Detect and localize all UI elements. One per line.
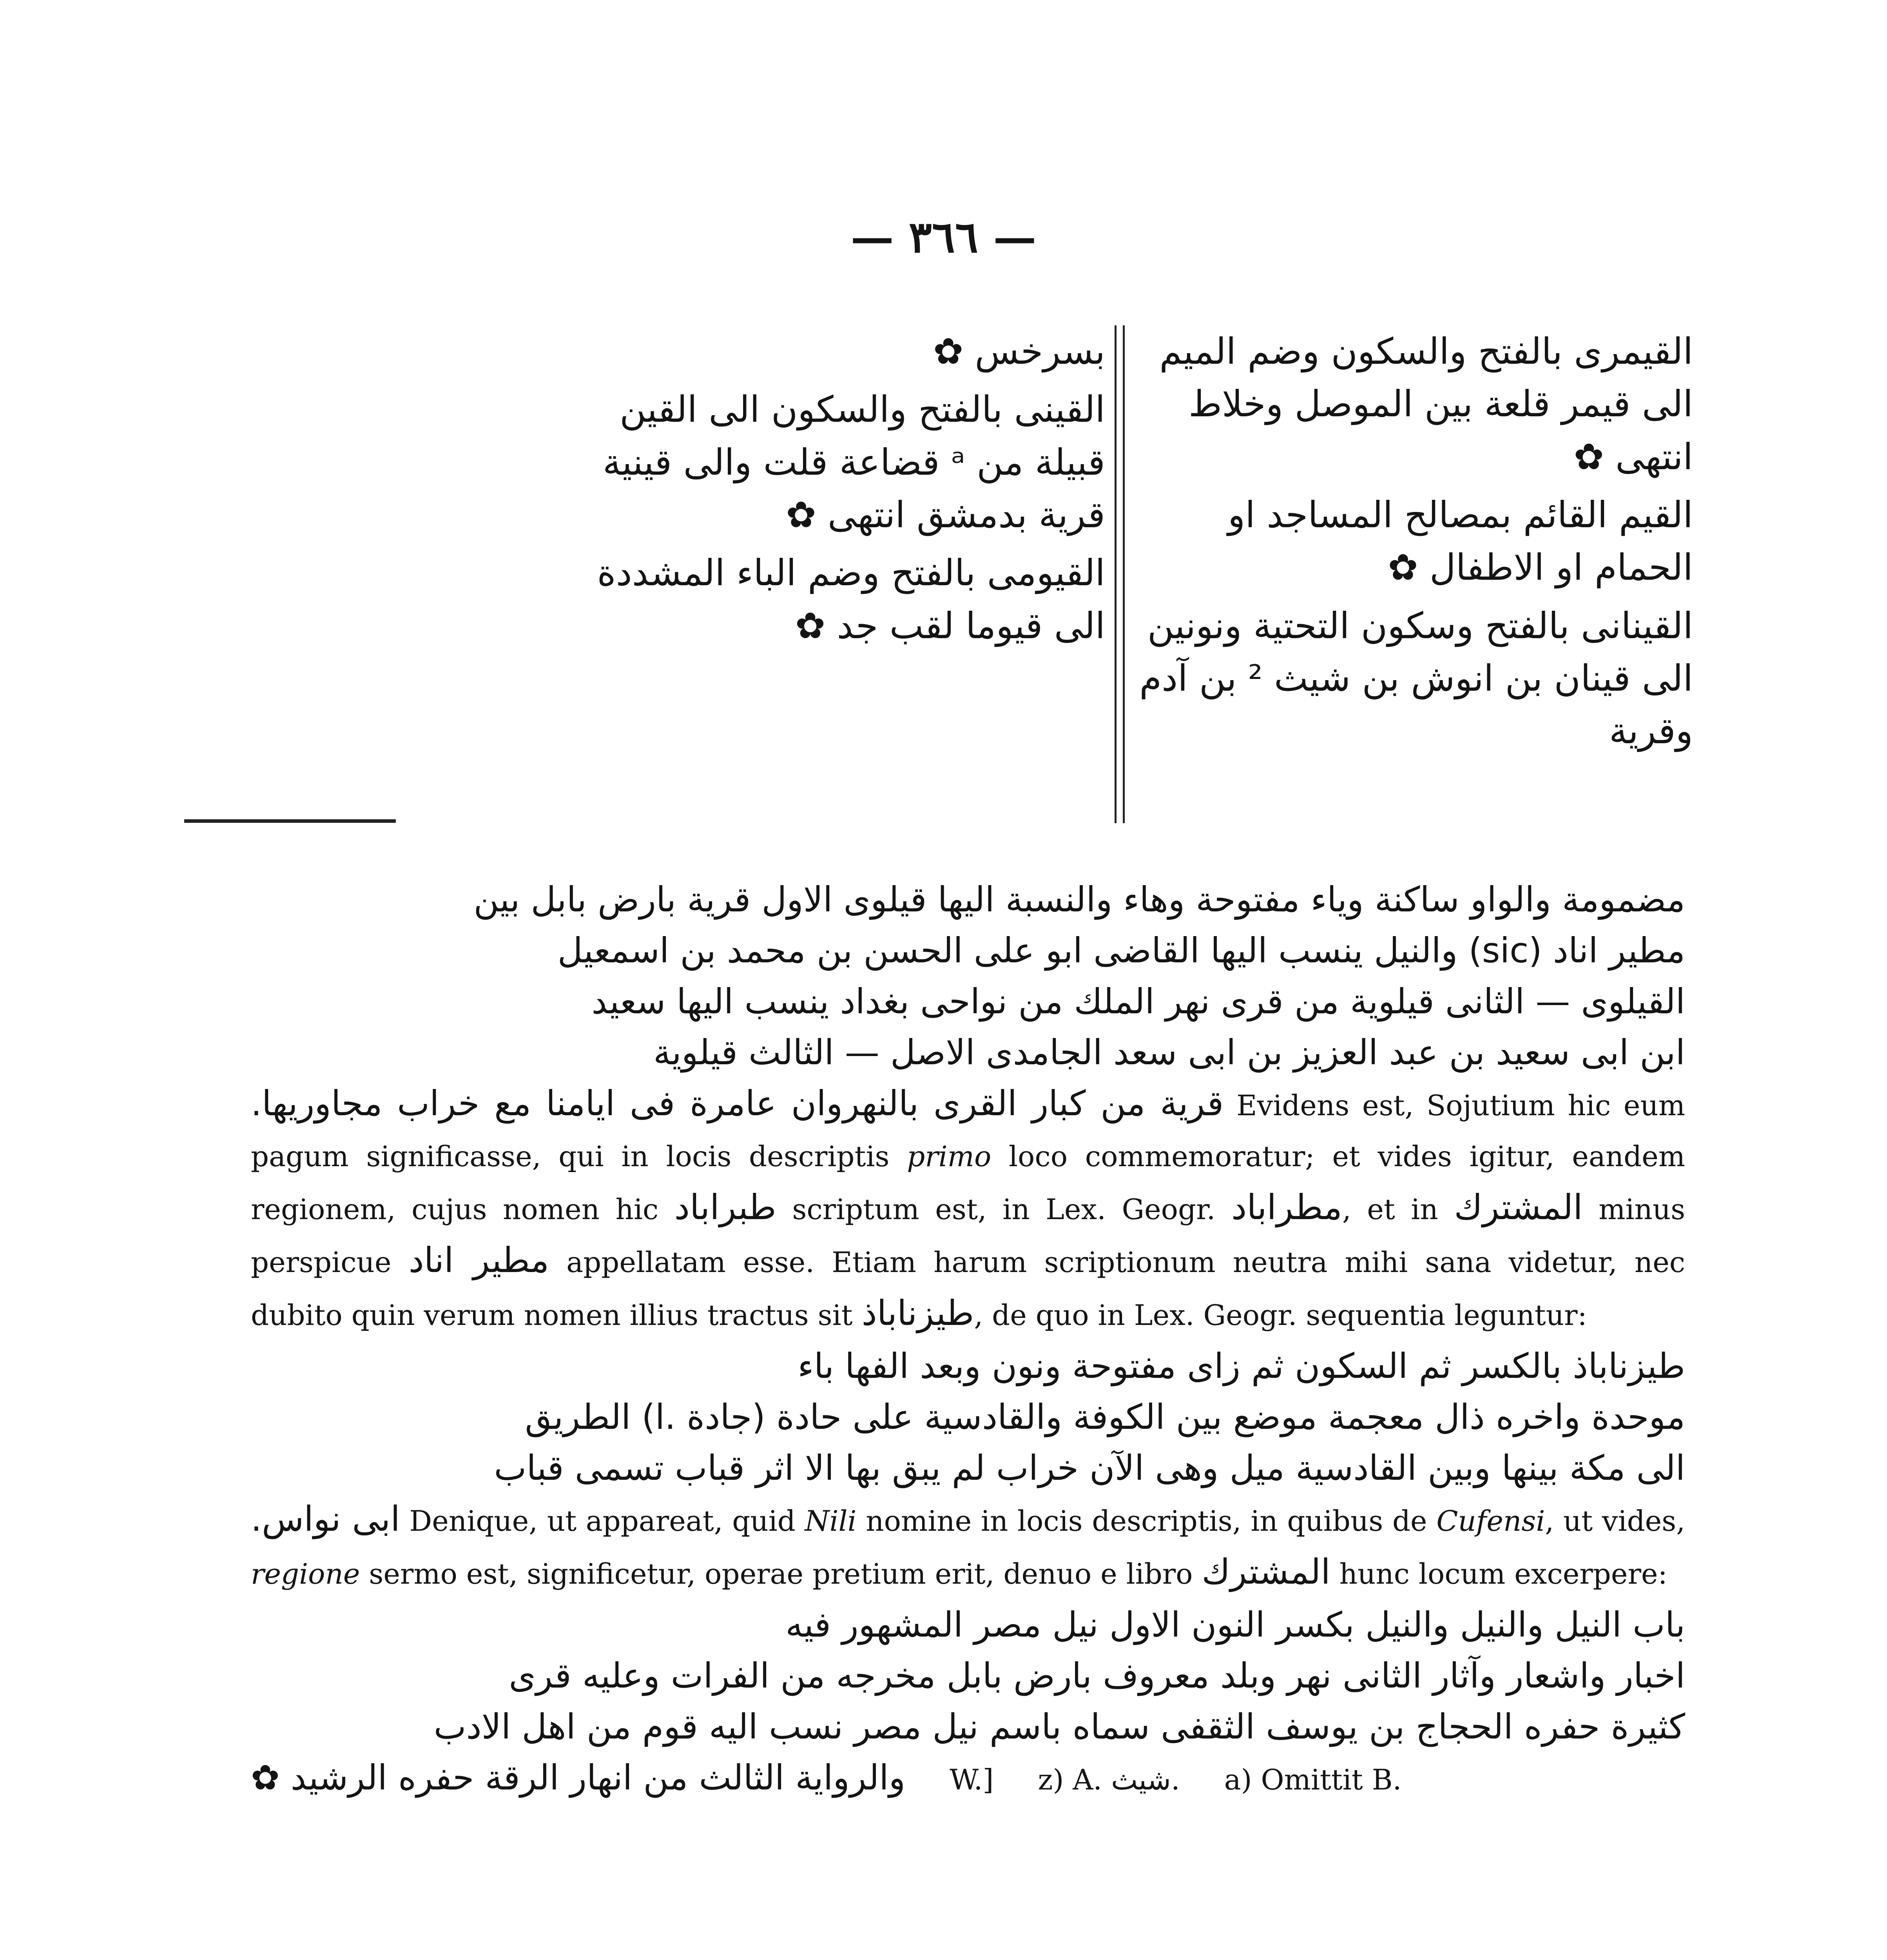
footnote-rule <box>184 819 396 823</box>
footnote-latin-text: appellatam esse. Etiam harum scriptionum neutra mihi sana videtur, nec dubito quin verum nomen illius tractus sit <box>251 1246 1685 1332</box>
footnote-latin-text: hunc locum excerpere: <box>1339 1557 1668 1590</box>
footnote-arabic-word: مطير اناد <box>408 1240 549 1280</box>
footnote-latin-text: sermo est, significetur, operae pretium erit, denuo e libro <box>369 1557 1193 1590</box>
entry-qayni: القينى بالفتح والسكون الى القين قبيلة من ᵃ قضاعة قلت والى قينية قرية بدمشق انتهى ✿ <box>602 388 1105 536</box>
footnote-arabic-line: مضمومة والواو ساكنة وياء مفتوحة وهاء والنسبة اليها قيلوى الاول قرية بارض بابل بين <box>473 879 1685 920</box>
footnote-arabic-word: المشترك <box>1202 1552 1331 1592</box>
footnote-closing-line <box>251 1752 1685 1805</box>
footnote-arabic-line: كثيرة حفره الحجاج بن يوسف الثقفى سماه باسم نيل مصر نسب اليه قوم من اهل الادب <box>433 1706 1685 1747</box>
footnote-latin-text: , de quo in Lex. Geogr. sequentia leguntur: <box>974 1299 1587 1332</box>
entry-qaynani: القينانى بالفتح وسكون التحتية ونونين الى قينان بن انوش بن شيث ² بن آدم وقرية <box>1139 604 1693 752</box>
footnote-body <box>251 874 1685 1960</box>
footnote-latin-italic: Cufensi <box>1436 1504 1545 1537</box>
footnote-arabic-line: مطير اناد (sic) والنيل ينسب اليها القاضى ابو على الحسن بن محمد بن اسمعيل <box>557 930 1685 971</box>
footnote-latin-text: loco commemoratur; et vides igitur, eandem regionem, cujus nomen hic <box>251 1140 1686 1226</box>
footnote-arabic-line: ابن ابى سعيد بن عبد العزيز بن ابى سعد الجامدى الاصل — الثالث قيلوية <box>653 1032 1685 1073</box>
footnote-latin-text: Denique, ut appareat, quid <box>409 1504 796 1537</box>
page-number: — ٣٦٦ — <box>850 212 1037 262</box>
footnote-latin-text: scriptum est, in Lex. Geogr. <box>792 1193 1216 1226</box>
variant-note-z: z) A. شيث. <box>1038 1763 1180 1796</box>
variant-note-a: a) Omittit B. <box>1224 1763 1402 1796</box>
footnote-arabic-line: موحدة واخره ذال معجمة موضع بين الكوفة والقادسية على حادة (جادة .l) الطريق <box>525 1397 1685 1437</box>
footnote-latin-italic: Nili <box>805 1504 857 1537</box>
footnote-arabic-word: طبراباد <box>674 1187 776 1227</box>
footnote-arabic-word: مطراباد <box>1231 1187 1342 1227</box>
footnote-latin-text: , ut vides, <box>1545 1504 1685 1537</box>
footnote-arabic-line: اخبار واشعار وآثار الثانى نهر وبلد معروف بارض بابل مخرجه من الفرات وعليه قرى <box>509 1655 1685 1696</box>
footnote-arabic-line: باب النيل والنيل والنيل بكسر النون الاول نيل مصر المشهور فيه <box>785 1604 1685 1645</box>
entry-qayyim: القيم القائم بمصالح المساجد او الحمام او الاطفال ✿ <box>1227 494 1693 589</box>
entry-qaymari: القيمرى بالفتح والسكون وضم الميم الى قيمر قلعة بين الموصل وخلاط انتهى ✿ <box>1159 330 1693 478</box>
column-divider <box>1115 325 1125 823</box>
footnote-arabic-phrase: ابى نواس. <box>251 1499 400 1539</box>
footnote-arabic-phrase: والرواية الثالث من انهار الرقة حفره الرشيد ✿ <box>251 1757 906 1798</box>
footnote-arabic-line: طيزناباذ بالكسر ثم السكون ثم زاى مفتوحة ونون وبعد الفها باء <box>798 1346 1685 1386</box>
footnote-latin-text: minus perspicue <box>251 1193 1686 1279</box>
entry-qayyumi: القيومى بالفتح وضم الباء المشددة الى قيوما لقب جد ✿ <box>597 552 1105 647</box>
footnote-arabic-word: طيزناباذ <box>861 1293 974 1333</box>
right-column <box>1137 325 1693 823</box>
editor-bracket-note: W.] <box>950 1763 994 1796</box>
footnote-arabic-line: القيلوى — الثانى قيلوية من قرى نهر الملك من نواحى بغداد ينسب اليها سعيد <box>591 981 1685 1022</box>
two-column-entries <box>204 325 1693 823</box>
left-column <box>549 325 1105 823</box>
footnote-latin-text: nomine in locis descriptis, in quibus de <box>866 1504 1427 1537</box>
footnote-latin-text: , et in <box>1342 1193 1438 1226</box>
footnote-latin-italic: regione <box>251 1557 360 1590</box>
footnote-latin-text: Evidens est, Sojutium hic eum pagum significasse, qui in locis descriptis <box>251 1089 1686 1173</box>
footnote-arabic-line: الى مكة بينها وبين القادسية ميل وهى الآن خراب لم يبق بها الا اثر قباب تسمى قباب <box>494 1448 1685 1488</box>
footnote-latin-italic: primo <box>907 1140 992 1173</box>
entry-sarakhs-end: بسرخس ✿ <box>933 330 1105 372</box>
footnote-arabic-phrase: قرية من كبار القرى بالنهروان عامرة فى ايامنا مع خراب مجاوريها. <box>251 1083 1224 1123</box>
footnote-arabic-word: المشترك <box>1454 1187 1583 1227</box>
